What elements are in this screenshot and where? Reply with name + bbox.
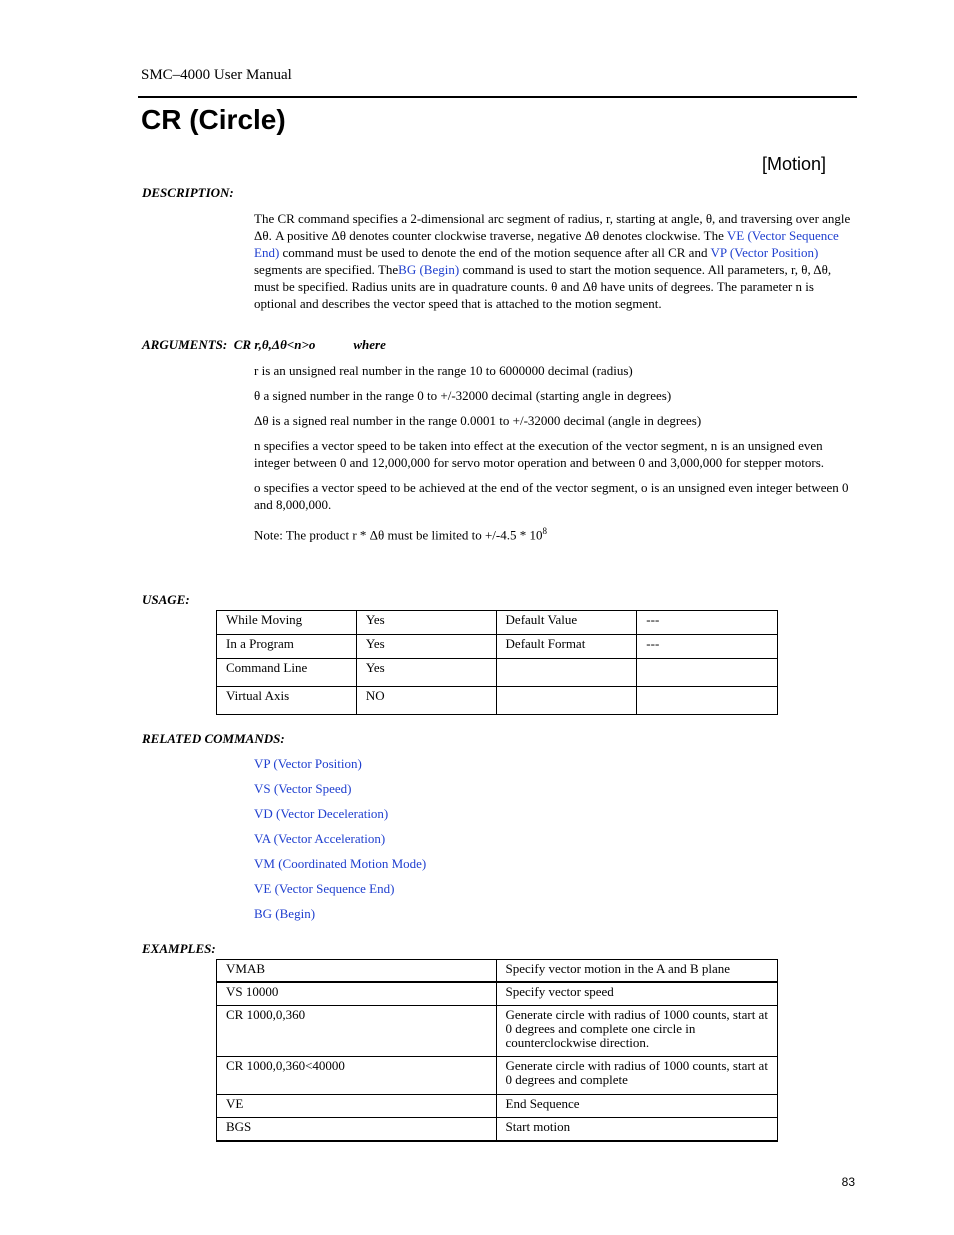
example-description: Generate circle with radius of 1000 counts, start at 0 degrees and complete one circle in counterclockwise direction. (496, 1006, 778, 1057)
arg-r: r is an unsigned real number in the range 10 to 6000000 decimal (radius) (254, 363, 633, 378)
description-text (254, 210, 852, 312)
arguments-where: where (353, 337, 386, 352)
table-cell: Virtual Axis (217, 687, 357, 715)
table-row (217, 659, 778, 687)
category-tag: [Motion] (761, 154, 826, 174)
example-command: BGS (217, 1118, 497, 1142)
table-cell: Yes (356, 659, 496, 687)
related-link-vm[interactable]: VM (Coordinated Motion Mode) (254, 856, 427, 871)
table-row (217, 960, 778, 983)
example-description: Specify vector motion in the A and B plane (496, 960, 778, 983)
example-description: Start motion (496, 1118, 778, 1142)
table-row (217, 1095, 778, 1118)
example-command: VE (217, 1095, 497, 1118)
related-commands-list (254, 756, 426, 931)
example-command: VS 10000 (217, 982, 497, 1006)
table-row (217, 1057, 778, 1095)
table-row (217, 687, 778, 715)
related-link-vs[interactable]: VS (Vector Speed) (254, 781, 352, 796)
table-cell (637, 687, 778, 715)
arg-n: n specifies a vector speed to be taken into effect at the execution of the vector segment, n is an unsigned even integer between 0 and 12,000,000 for servo motor operation and between 0 and 3,000,000 for stepper motors. (254, 438, 825, 470)
table-cell: While Moving (217, 611, 357, 635)
example-description: End Sequence (496, 1095, 778, 1118)
arg-delta-theta: Δθ is a signed real number in the range 0.0001 to +/-32000 decimal (angle in degrees) (254, 413, 702, 428)
table-cell: Yes (356, 611, 496, 635)
note-exponent: 8 (542, 526, 548, 536)
table-cell (496, 687, 637, 715)
table-row (217, 1006, 778, 1057)
example-command: VMAB (217, 960, 497, 983)
page-number: 83 (841, 1175, 855, 1189)
table-cell: In a Program (217, 635, 357, 659)
link-ve[interactable]: VE (Vector Sequence End) (254, 228, 839, 260)
table-cell: Default Value (496, 611, 637, 635)
table-cell: NO (356, 687, 496, 715)
section-examples: EXAMPLES: (142, 941, 216, 956)
table-cell (496, 659, 637, 687)
section-description: DESCRIPTION: (142, 185, 234, 200)
note-text: Note: The product r * Δθ must be limited to +/-4.5 * 10 (254, 527, 543, 543)
table-cell: Default Format (496, 635, 637, 659)
example-command: CR 1000,0,360<40000 (217, 1057, 497, 1095)
desc-part-3: segments are specified. The (254, 262, 399, 277)
header-rule (138, 96, 857, 98)
link-bg[interactable]: BG (Begin) (398, 262, 460, 277)
section-usage: USAGE: (142, 592, 190, 607)
example-description: Generate circle with radius of 1000 counts, start at 0 degrees and complete (496, 1057, 778, 1095)
desc-part-2: command must be used to denote the end of the motion sequence after all CR and (279, 245, 711, 260)
related-link-vd[interactable]: VD (Vector Deceleration) (254, 806, 389, 821)
table-cell: Command Line (217, 659, 357, 687)
arg-theta: θ a signed number in the range 0 to +/-32000 decimal (starting angle in degrees) (254, 388, 672, 403)
section-arguments (142, 337, 386, 353)
arguments-syntax: CR r,θ,Δθ<n>o (233, 337, 316, 352)
examples-table (216, 959, 778, 1142)
table-row (217, 611, 778, 635)
table-cell: Yes (356, 635, 496, 659)
running-header: SMC–4000 User Manual (141, 67, 292, 83)
desc-part-4: command is used to start the motion sequence. All parameters, r, θ, Δθ, must be specified. Radius units are in quadrature counts. θ and Δθ have units of degrees. The parameter n is optional and describes the vector speed that is attached to the motion segment. (254, 262, 832, 311)
arguments-note (254, 523, 852, 543)
related-link-va[interactable]: VA (Vector Acceleration) (254, 831, 386, 846)
arguments-list (254, 362, 852, 543)
desc-part-1: The CR command specifies a 2-dimensional arc segment of radius, r, starting at angle, θ, and traversing over angle Δθ. A positive Δθ denotes counter clockwise traverse, negative Δθ denotes clockwise. The (254, 211, 851, 243)
section-related-commands: RELATED COMMANDS: (142, 731, 285, 746)
table-cell (637, 659, 778, 687)
table-row (217, 635, 778, 659)
example-description: Specify vector speed (496, 982, 778, 1006)
related-link-vp[interactable]: VP (Vector Position) (254, 756, 362, 771)
table-cell: --- (637, 635, 778, 659)
usage-table (216, 610, 778, 715)
example-command: CR 1000,0,360 (217, 1006, 497, 1057)
page-title: CR (Circle) (141, 104, 286, 135)
table-cell: --- (637, 611, 778, 635)
related-link-bg[interactable]: BG (Begin) (254, 906, 316, 921)
table-row (217, 982, 778, 1006)
arg-o: o specifies a vector speed to be achieved at the end of the vector segment, o is an unsigned even integer between 0 and 8,000,000. (254, 480, 849, 512)
arguments-label: ARGUMENTS: (142, 337, 228, 352)
table-row (217, 1118, 778, 1142)
link-vp[interactable]: VP (Vector Position) (710, 245, 819, 260)
related-link-ve[interactable]: VE (Vector Sequence End) (254, 881, 395, 896)
